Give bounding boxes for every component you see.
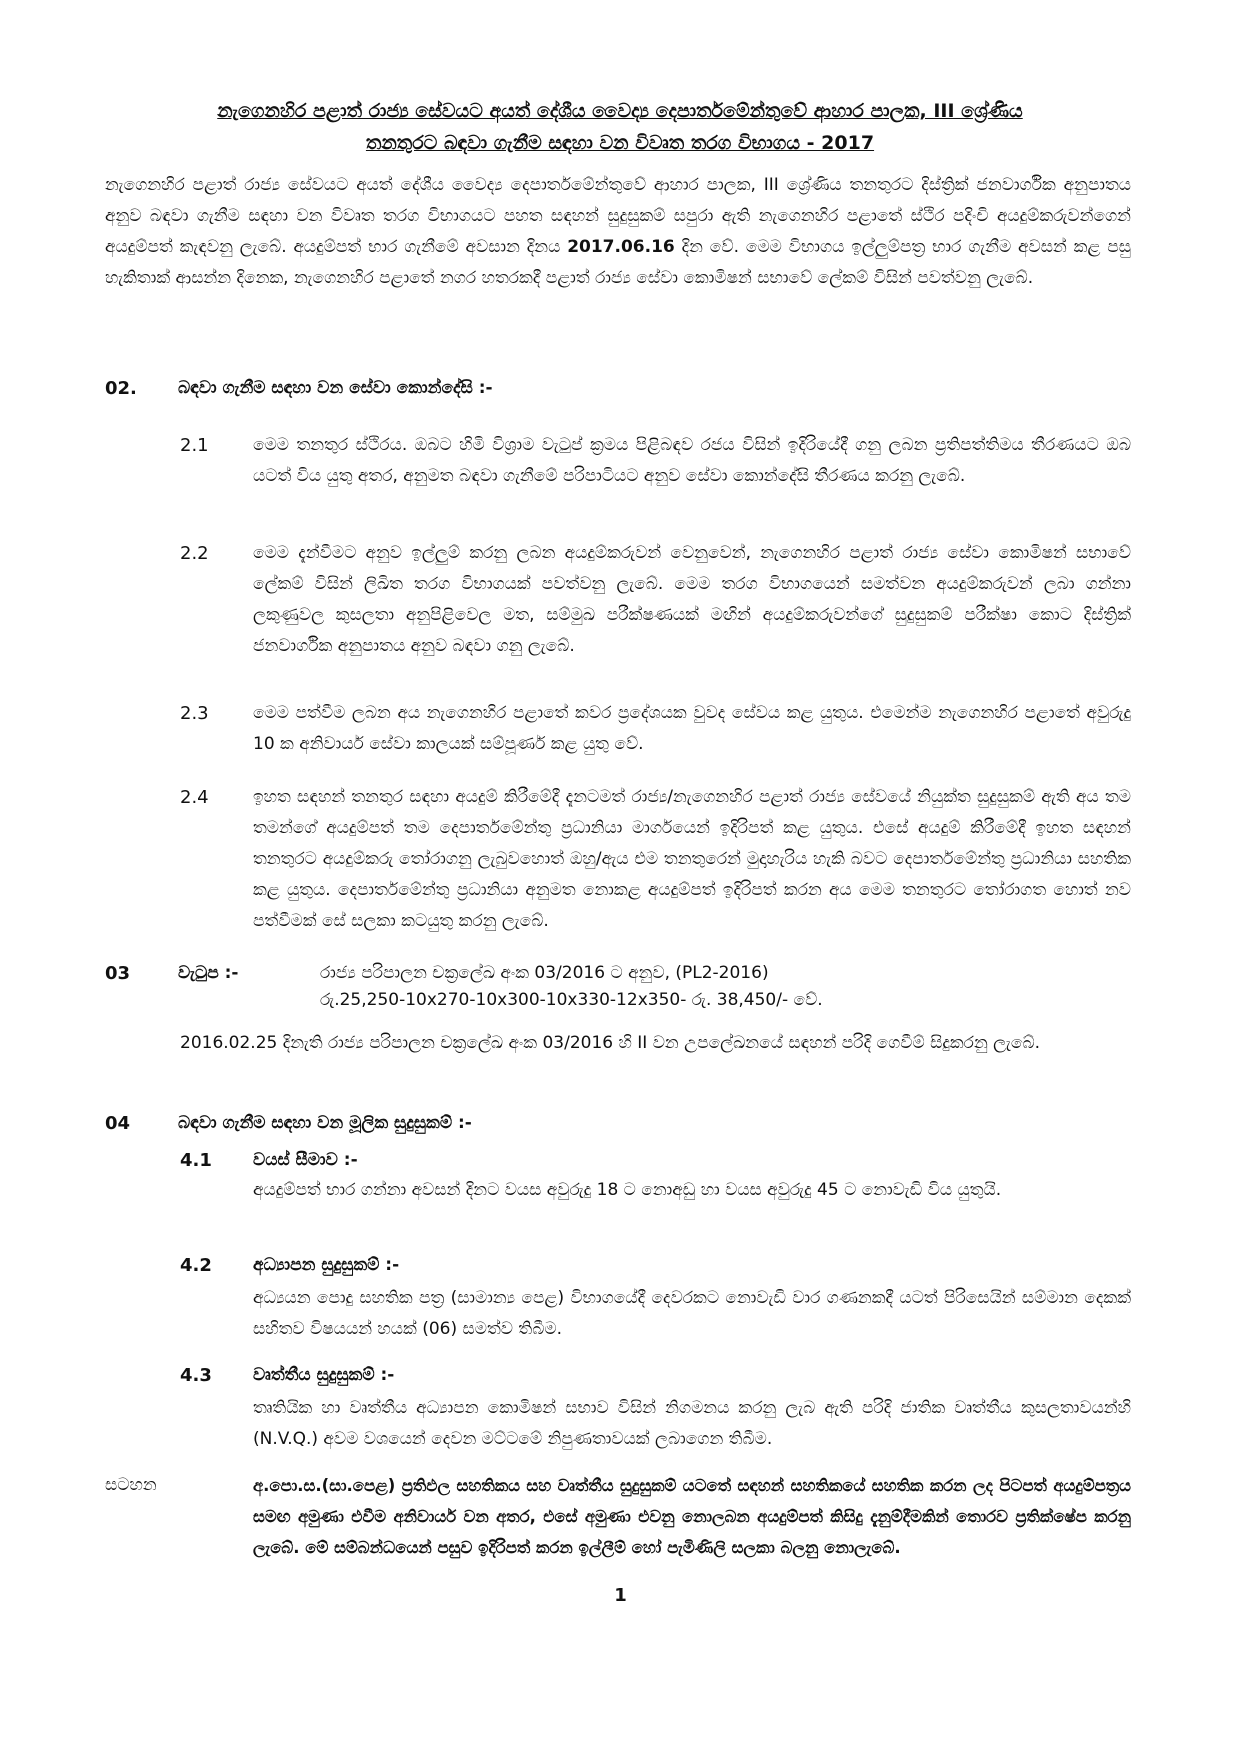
salary-note: 2016.02.25 දිනැති රාජ්‍ය පරිපාලන චක්‍රලේඛ අංක 03/2016 හි II වන උපලේඛනයේ සඳහන් පරිදි ගෙවීම් සිදුකරනු ලැබේ. (180, 1033, 1041, 1053)
section-3-number: 03 (105, 963, 131, 984)
section-2-number: 02. (105, 378, 137, 399)
intro-paragraph (105, 170, 1131, 294)
title-line-1: නැගෙනහිර පළාත් රාජ්‍ය සේවයට අයත් දේශීය වෛද්‍ය දෙපාර්තමේන්තුවේ ආහාර පාලක, III ශ්‍රේණිය (217, 100, 1023, 122)
section-2-heading: බඳවා ගැනීම සඳහා වන සේවා කොන්දේසි :- (178, 378, 493, 398)
salary-circular-line: රාජ්‍ය පරිපාලන චක්‍රලේඛ අංක 03/2016 ට අනුව, (PL2-2016) (320, 963, 769, 983)
item-2-1-text: මෙම තනතුර ස්ථිරය. ඔබට හිමි විශ්‍රාම වැටුප් ක්‍රමය පිළිබඳව රජය විසින් ඉදිරියේදී ගනු ලබන ප්‍රතිපත්තිමය තීරණයට ඔබ යටත් විය යුතු අතර, අනුමත බඳවා ගැනීමේ පරිපාටියට අනුව සේවා කොන්දේසි තීරණය කරනු ලැබේ. (253, 435, 1131, 486)
title-line-2: තනතුරට බඳවා ගැනීම සඳහා වන විවෘත තරග විභාගය - 2017 (365, 132, 875, 154)
item-4-2-text: අධ්‍යයන පොදු සහතික පත්‍ර (සාමාන්‍ය පෙළ) විභාගයේදී දෙවරකට නොවැඩි වාර ගණනකදී යටත් පිරිසෙයින් සම්මාන දෙකක් සහිතව විෂයයන් හයක් (06) සමත්ව තිබීම. (253, 1288, 1131, 1339)
note-text: අ.පො.ස.(සා.පෙළ) ප්‍රතිඵල සහතිකය සහ වෘත්තීය සුදුසුකම් යටතේ සඳහන් සහතිකයේ සහතික කරන ලද පිටපත් අයදුම්පත්‍රය සමඟ අමුණා එවීම අනිවාර්ය වන අතර, එසේ අමුණා එවනු නොලබන අයදුම්පත් කිසිදු දැනුම්දීමකින් තොරව ප්‍රතික්ෂේප කරනු ලැබේ. මේ සම්බන්ධයෙන් පසුව ඉදිරිපත් කරන ඉල්ලීම් හෝ පැමිණිලි සලකා බලනු නොලැබේ. (253, 1476, 1131, 1557)
intro-text-after: දින වේ. මෙම විභාගය ඉල්ලුම්පත්‍ර භාර ගැනීම අවසන් කළ පසු හැකිතාක් ආසන්න දිනෙක, නැගෙනහිර පළාතේ නගර හතරකදී පළාත් රාජ්‍ය සේවා කොමිෂන් සභාවේ ලේකම් විසින් පවත්වනු ලැබේ. (105, 237, 1132, 288)
note-label: සටහන (105, 1475, 157, 1495)
document-title (100, 95, 1140, 159)
salary-scale-line: රු.25,250-10x270-10x300-10x330-12x350- රු. 38,450/- වේ. (320, 990, 823, 1010)
page-number: 1 (614, 1585, 627, 1606)
item-4-2-title: අධ්‍යාපන සුදුසුකම් :- (253, 1255, 400, 1275)
item-4-1-title: වයස් සීමාව :- (253, 1150, 358, 1170)
item-2-2-text: මෙම දැන්වීමට අනුව ඉල්ලුම් කරනු ලබන අයදුම්කරුවන් වෙනුවෙන්, නැගෙනහිර පළාත් රාජ්‍ය සේවා කොමිෂන් සභාවේ ලේකම් විසින් ලිඛිත තරග විභාගයක් පවත්වනු ලැබේ. මෙම තරග විභාගයෙන් සමත්වන අයදුම්කරුවන් ලබා ගන්නා ලකුණුවල කුසලතා අනුපිළිවෙල මත, සම්මුඛ පරීක්ෂණයක් මඟින් අයදුම්කරුවන්ගේ සුදුසුකම් පරීක්ෂා කොට දිස්ත්‍රික් ජනවාර්ගික අනුපාතය අනුව බඳවා ගනු ලැබේ. (253, 543, 1131, 656)
section-3-heading: වැටුප :- (178, 963, 239, 983)
item-4-1-number: 4.1 (180, 1150, 212, 1171)
section-4-number: 04 (105, 1113, 131, 1134)
closing-date: 2017.06.16 (567, 237, 675, 257)
item-2-3-text: මෙම පත්වීම ලබන අය නැගෙනහිර පළාතේ කවර ප්‍රදේශයක වුවද සේවය කළ යුතුය. එමෙන්ම නැගෙනහිර පළාතේ අවුරුදු 10 ක අනිවාර්ය සේවා කාලයක් සම්පූර්ණ කළ යුතු වේ. (253, 703, 1131, 754)
item-2-1-number: 2.1 (180, 435, 209, 456)
item-4-1-text: අයදුම්පත් භාර ගන්නා අවසන් දිනට වයස අවුරුදු 18 ට නොඅඩු හා වයස අවුරුදු 45 ට නොවැඩි විය යුතුයි. (253, 1180, 1002, 1200)
item-4-2-number: 4.2 (180, 1255, 212, 1276)
item-2-3-number: 2.3 (180, 703, 209, 724)
item-2-4-number: 2.4 (180, 787, 209, 808)
intro-text-before: නැගෙනහිර පළාත් රාජ්‍ය සේවයට අයත් දේශීය වෛද්‍ය දෙපාර්තමේන්තුවේ ආහාර පාලක, III ශ්‍රේණිය තනතුරට දිස්ත්‍රික් ජනවාර්ගික අනුපාතය අනුව බඳවා ගැනීම සඳහා වන විවෘත තරග විභාගයට පහත සඳහන් සුදුසුකම් සපුරා ඇති නැගෙනහිර පළාතේ ස්ථිර පදිංචි අයදුම්කරුවන්ගෙන් අයදුම්පත් කැඳවනු ලැබේ. අයදුම්පත් භාර ගැනීමේ අවසාන දිනය (105, 175, 1131, 257)
item-2-4-text: ඉහත සඳහන් තනතුර සඳහා අයදුම් කිරීමේදී දැනටමත් රාජ්‍ය/නැගෙනහිර පළාත් රාජ්‍ය සේවයේ නියුක්ත සුදුසුකම් ඇති අය තම තමන්ගේ අයදුම්පත් තම දෙපාර්තමේන්තු ප්‍රධානියා මාර්ගයෙන් ඉදිරිපත් කළ යුතුය. එසේ අයදුම් කිරීමේදී ඉහත සඳහන් තනතුරට අයදුම්කරු තෝරාගනු ලැබුවහොත් ඔහු/ඇය එම තනතුරෙන් මුදාහැරිය හැකි බවට දෙපාර්තමේන්තු ප්‍රධානියා සහතික කළ යුතුය. දෙපාර්තමේන්තු ප්‍රධානියා අනුමත නොකළ අයදුම්පත් ඉදිරිපත් කරන අය මෙම තනතුරට තෝරාගත හොත් නව පත්වීමක් සේ සලකා කටයුතු කරනු ලැබේ. (253, 787, 1131, 931)
section-4-heading: බඳවා ගැනීම සඳහා වන මූලික සුදුසුකම් :- (178, 1113, 472, 1133)
item-4-3-number: 4.3 (180, 1365, 212, 1386)
item-4-3-title: වෘත්තීය සුදුසුකම් :- (253, 1365, 395, 1385)
item-4-3-text: තෘතියික හා වෘත්තීය අධ්‍යාපන කොමිෂන් සභාව විසින් නිගමනය කරනු ලැබ ඇති පරිදි ජාතික වෘත්තීය කුසලතාවයන්හි (N.V.Q.) අවම වශයෙන් දෙවන මට්ටමේ නිපුණතාවයක් ලබාගෙන තිබීම. (253, 1398, 1131, 1449)
item-2-2-number: 2.2 (180, 543, 209, 564)
